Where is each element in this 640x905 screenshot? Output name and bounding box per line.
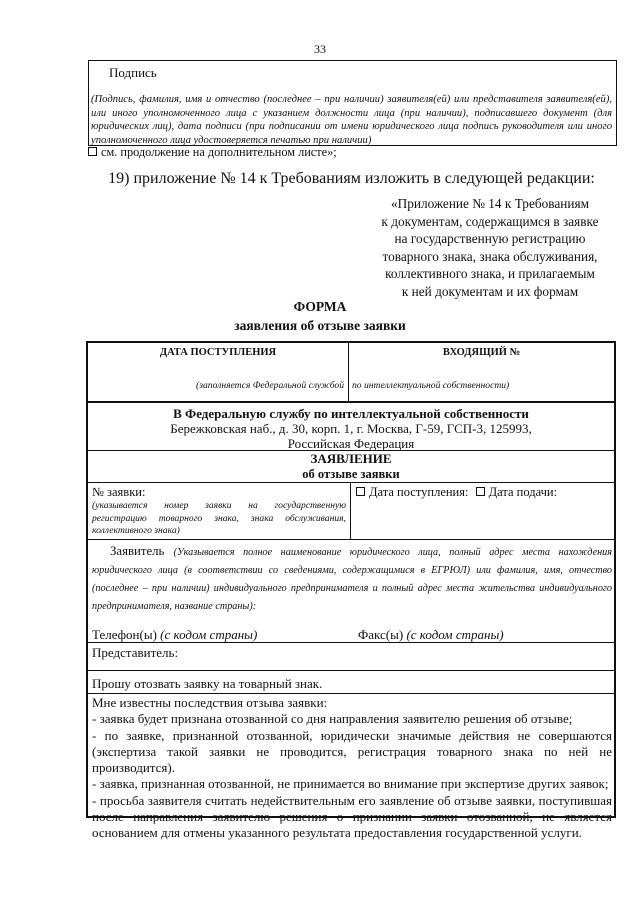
consequences-title: Мне известны последствия отзыва заявки: (92, 695, 328, 710)
consequence-item: - по заявке, признанной отозванной, юридически значимые действия не совершаются (экспертиза такой заявки не проводится, регистрация товарного знака по ней не производится). (92, 727, 612, 776)
divider (88, 693, 614, 694)
divider (88, 401, 614, 403)
signature-label: Подпись (109, 65, 157, 80)
applicant-block (92, 543, 612, 615)
applicant-label: Заявитель (110, 544, 165, 558)
phone-hint: (с кодом страны) (160, 627, 258, 642)
signature-box (88, 60, 617, 146)
appendix-line: товарного знака, знака обслуживания, (382, 248, 598, 264)
application-form (86, 341, 616, 841)
consequence-item: - заявка, признанная отозванной, не принимается во внимание при экспертизе других заявок; (92, 776, 609, 792)
divider (88, 539, 614, 540)
date-received-header: ДАТА ПОСТУПЛЕНИЯ (159, 347, 277, 358)
representative-label: Представитель: (92, 645, 179, 660)
consequence-item: - просьба заявителя считать недействительным его заявление об отзыве заявки, поступившая после направления заявителю решения о признании заявки отозванной, не является основанием для отмены указанного результата предоставления государственной услуги. (92, 792, 612, 841)
date-received-label: Дата поступления: (369, 485, 469, 499)
continuation-note (88, 145, 337, 160)
appendix-line: коллективного знака, и прилагаемым (385, 266, 595, 281)
appendix-line: к ней документам и их формам (401, 283, 579, 299)
page-number: 33 (314, 42, 326, 56)
addressee-title: В Федеральную службу по интеллектуальной собственности (173, 406, 529, 421)
divider (88, 482, 614, 483)
fax-hint: (с кодом страны) (406, 627, 504, 642)
appendix-line: к документам, содержащимся в заявке (381, 213, 599, 229)
appendix-line: «Приложение № 14 к Требованиям (390, 196, 590, 211)
date-filed-checkbox[interactable] (476, 487, 485, 496)
date-filed-label: Дата подачи: (488, 485, 558, 499)
checkbox-icon[interactable] (88, 147, 97, 156)
incoming-number-header: ВХОДЯЩИЙ № (442, 347, 521, 358)
consequence-item: - заявка будет признана отозванной со дня направления заявителю решения об отзыве; (92, 711, 573, 727)
phone-field (92, 627, 257, 643)
appendix-line: на государственную регистрацию (394, 231, 586, 246)
phone-label: Телефон(ы) (92, 627, 157, 642)
application-number-hint: (указывается номер заявки на государственную регистрацию товарного знака, знака обслуживания, коллективного знака) (92, 500, 346, 536)
filled-by-right: по интеллектуальной собственности) (352, 380, 510, 391)
application-number-label: № заявки: (92, 485, 146, 499)
applicant-hint: (Указывается полное наименование юридического лица, полный адрес места нахождения юридического лица (в соответствии со сведениями, содержащимися в ЕГРЮЛ) или фамилия, имя, отчество (последнее – при наличии) индивидуального предпринимателя и полный адрес места жительства индивидуального предпринимателя, название страны): (92, 547, 612, 612)
form-heading (0, 297, 640, 335)
dates-checkboxes (356, 485, 557, 500)
fax-field (358, 627, 504, 643)
consequences-block (92, 695, 612, 842)
divider (88, 670, 614, 671)
continuation-text: см. продолжение на дополнительном листе»; (101, 145, 337, 159)
form-title: ФОРМА (293, 299, 347, 314)
filled-by-left: (заполняется Федеральной службой (196, 380, 344, 391)
date-received-checkbox[interactable] (356, 487, 365, 496)
item-19-text: 19) приложение № 14 к Требованиям изложить в следующей редакции: (108, 170, 595, 187)
divider (350, 482, 351, 539)
appendix-header (360, 195, 620, 300)
fax-label: Факс(ы) (358, 627, 404, 642)
signature-description: (Подпись, фамилия, имя и отчество (последнее – при наличии) заявителя(ей) или представителя заявителя(ей), или иного уполномоченного лица с указанием должности лица (при наличии), подписавшего документ (для юридических лиц), дата подписи (при подписании от имени юридического лица подпись руководителя или иного уполномоченного лица удостоверяется печатью при наличии) (91, 94, 612, 146)
form-subtitle: заявления об отзыве заявки (234, 318, 406, 333)
request-text: Прошу отозвать заявку на товарный знак. (92, 676, 323, 691)
addressee-address: Бережковская наб., д. 30, корп. 1, г. Москва, Г-59, ГСП-3, 125993, (170, 421, 532, 436)
statement-title: ЗАЯВЛЕНИЕ (310, 451, 392, 466)
statement-subtitle: об отзыве заявки (302, 467, 400, 481)
divider (88, 642, 614, 643)
addressee-country: Российская Федерация (287, 436, 415, 451)
